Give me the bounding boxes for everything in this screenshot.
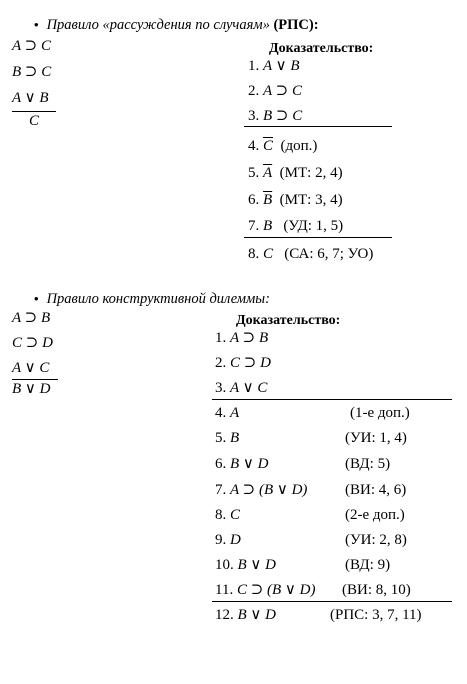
- section2-title: Правило конструктивной дилеммы:: [46, 291, 270, 307]
- section1-heading: [34, 16, 319, 34]
- proof-comment: (ВД: 5): [345, 456, 391, 472]
- proof-comment: (ВИ: 4, 6): [345, 482, 407, 498]
- inference-line: [212, 399, 452, 400]
- proof-step: 2. C ⊃ D: [215, 355, 271, 371]
- proof-comment: (ВД: 9): [345, 557, 391, 573]
- proof-step: 5. B: [215, 430, 240, 446]
- premise-1: A ⊃ C: [12, 38, 51, 54]
- proof-comment: (РПС: 3, 7, 11): [330, 607, 422, 623]
- inference-line: [12, 379, 58, 380]
- proof-header: Доказательство:: [269, 41, 374, 56]
- proof-comment: (УИ: 1, 4): [345, 430, 407, 446]
- premise-1: A ⊃ B: [12, 310, 51, 326]
- premise-2: C ⊃ D: [12, 335, 53, 351]
- proof-step: 7. A ⊃ (B ∨ D): [215, 482, 308, 498]
- proof-step: 11. C ⊃ (B ∨ D): [215, 582, 316, 598]
- proof-step: 5. $\overline{A}$ (МТ: 2, 4): [248, 165, 343, 181]
- inference-line: [12, 111, 56, 112]
- section2-heading: [34, 290, 270, 308]
- section1-title: Правило «рассуждения по случаям»: [46, 17, 270, 33]
- proof-step: 10. B ∨ D: [215, 557, 276, 573]
- proof-comment: (2-е доп.): [345, 507, 405, 523]
- proof-step: 9. D: [215, 532, 241, 548]
- premise-3: A ∨ B: [12, 90, 49, 106]
- inference-line: [212, 601, 452, 602]
- proof-step: 8. C (СА: 6, 7; УО): [248, 246, 374, 262]
- proof-comment: (УИ: 2, 8): [345, 532, 407, 548]
- bullet: •: [34, 291, 39, 306]
- proof-step: 4. A: [215, 405, 240, 421]
- proof-step: 4. $\overline{C}$ (доп.): [248, 138, 318, 154]
- proof-step: 12. B ∨ D: [215, 607, 276, 623]
- proof-step: 7. B (УД: 1, 5): [248, 218, 344, 234]
- premise-3: A ∨ C: [12, 360, 50, 376]
- inference-line: [244, 237, 392, 238]
- proof-step: 1. A ⊃ B: [215, 330, 269, 346]
- conclusion: C: [29, 113, 40, 129]
- proof-step: 6. $\overline{B}$ (МТ: 3, 4): [248, 192, 343, 208]
- proof-comment: (ВИ: 8, 10): [342, 582, 411, 598]
- proof-step: 3. B ⊃ C: [248, 108, 303, 124]
- proof-header: Доказательство:: [236, 313, 341, 328]
- proof-step: 2. A ⊃ C: [248, 83, 302, 99]
- bullet: •: [34, 17, 39, 32]
- premise-2: B ⊃ C: [12, 64, 52, 80]
- proof-comment: (1-е доп.): [350, 405, 410, 421]
- proof-step: 3. A ∨ C: [215, 380, 268, 396]
- conclusion: B ∨ D: [12, 381, 51, 397]
- proof-step: 6. B ∨ D: [215, 456, 269, 472]
- inference-line: [244, 126, 392, 127]
- proof-step: 8. C: [215, 507, 241, 523]
- proof-step: 1. A ∨ B: [248, 58, 300, 74]
- section1-abbr: (РПС):: [273, 17, 319, 33]
